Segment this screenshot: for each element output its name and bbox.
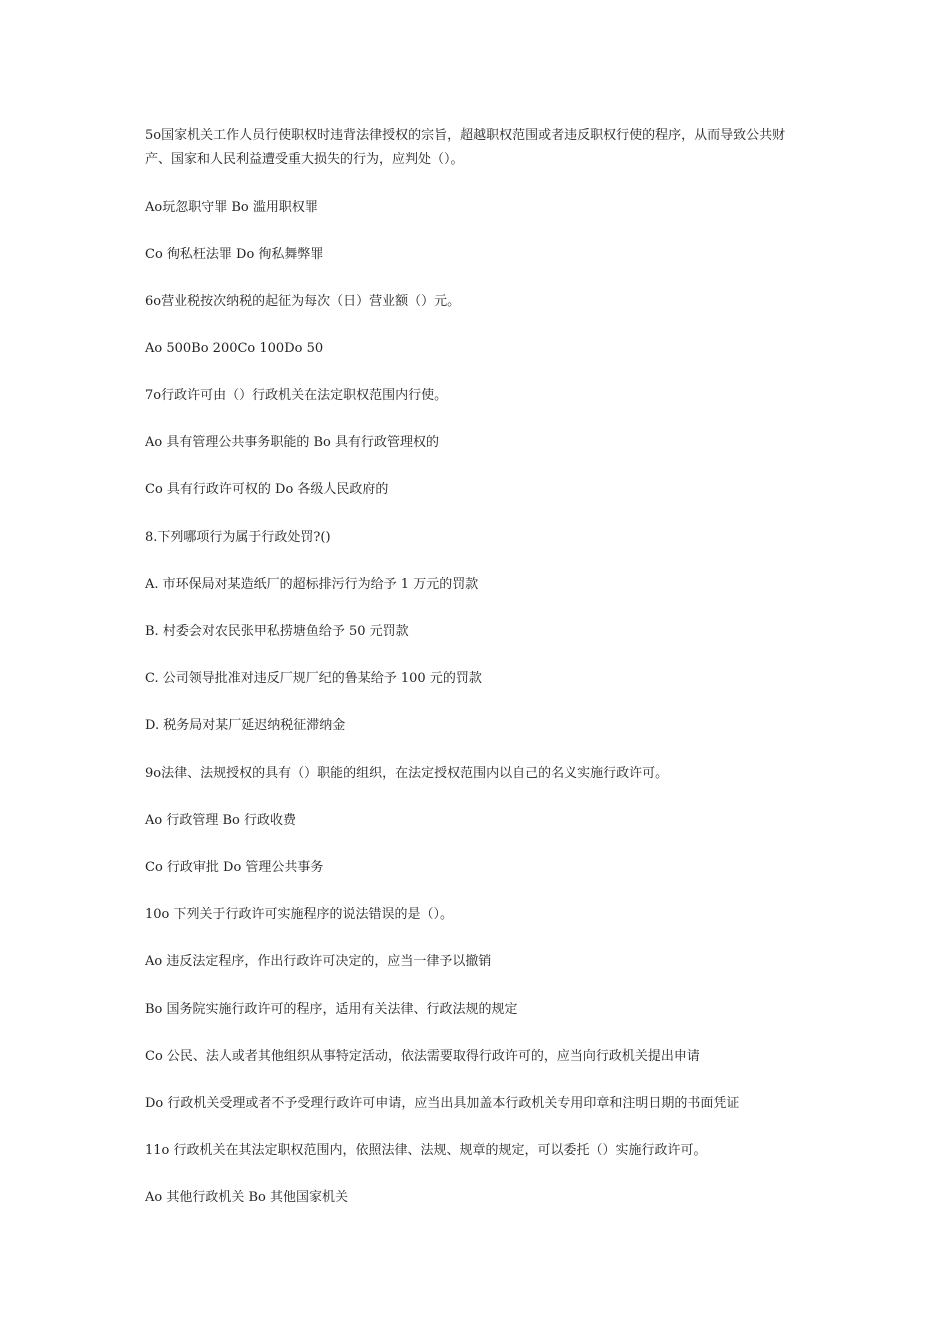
question-7-options-ab: Ao 具有管理公共事务职能的 Bo 具有行政管理权的 <box>145 435 439 450</box>
question-5-text: 5o国家机关工作人员行使职权时违背法律授权的宗旨，超越职权范围或者违反职权行使的程序，从而导致公共财产、国家和人民利益遭受重大损失的行为，应判处（）。 <box>145 128 786 167</box>
question-6-text: 6o营业税按次纳税的起征为每次（日）营业额（）元。 <box>145 294 461 309</box>
question-9-options-cd: Co 行政审批 Do 管理公共事务 <box>145 860 324 875</box>
question-6-options: Ao 500Bo 200Co 100Do 50 <box>145 341 324 356</box>
question-10-option-a: Ao 违反法定程序，作出行政许可决定的，应当一律予以撤销 <box>145 954 492 969</box>
question-8-text: 8.下列哪项行为属于行政处罚?() <box>145 530 331 545</box>
question-5-options-ab: Ao玩忽职守罪 Bo 滥用职权罪 <box>145 200 318 215</box>
question-7-text: 7o行政许可由（）行政机关在法定职权范围内行使。 <box>145 388 448 403</box>
question-10-option-b: Bo 国务院实施行政许可的程序，适用有关法律、行政法规的规定 <box>145 1002 518 1017</box>
question-5-options-cd: Co 徇私枉法罪 Do 徇私舞弊罪 <box>145 247 324 262</box>
question-11-text: 11o 行政机关在其法定职权范围内，依照法律、法规、规章的规定，可以委托（）实施行政许可。 <box>145 1143 707 1158</box>
question-10-text: 10o 下列关于行政许可实施程序的说法错误的是（）。 <box>145 907 454 922</box>
question-9-text: 9o法律、法规授权的具有（）职能的组织，在法定授权范围内以自己的名义实施行政许可。 <box>145 766 669 781</box>
question-8-option-a: A. 市环保局对某造纸厂的超标排污行为给予 1 万元的罚款 <box>145 577 479 592</box>
question-10-option-d: Do 行政机关受理或者不予受理行政许可申请，应当出具加盖本行政机关专用印章和注明日期的书面凭证 <box>145 1096 740 1111</box>
question-11-options-ab: Ao 其他行政机关 Bo 其他国家机关 <box>145 1190 348 1205</box>
question-7-options-cd: Co 具有行政许可权的 Do 各级人民政府的 <box>145 482 389 497</box>
question-8-option-b: B. 村委会对农民张甲私捞塘鱼给予 50 元罚款 <box>145 624 409 639</box>
question-10-option-c: Co 公民、法人或者其他组织从事特定活动，依法需要取得行政许可的，应当向行政机关提出申请 <box>145 1049 700 1064</box>
question-8-option-d: D. 税务局对某厂延迟纳税征滞纳金 <box>145 718 346 733</box>
question-8-option-c: C. 公司领导批准对违反厂规厂纪的鲁某给予 100 元的罚款 <box>145 671 482 686</box>
question-9-options-ab: Ao 行政管理 Bo 行政收费 <box>145 813 296 828</box>
